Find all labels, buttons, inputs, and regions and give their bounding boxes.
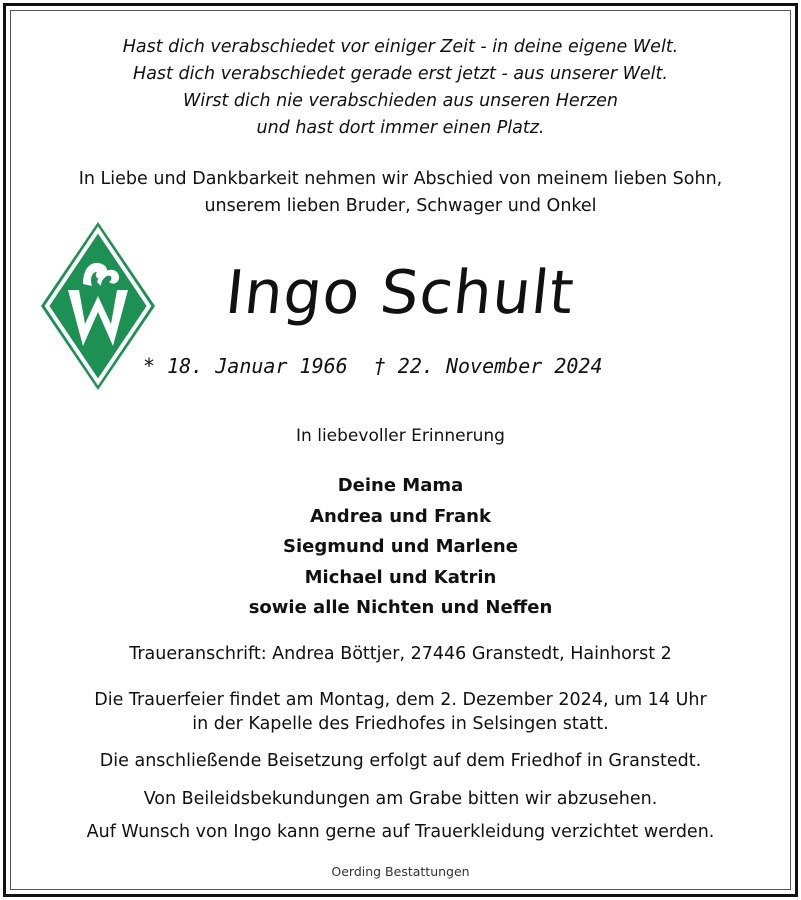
condolences-info: Von Beileidsbekundungen am Grabe bitten wir abzusehen. xyxy=(143,789,658,809)
poem-line: Hast dich verabschiedet vor einiger Zeit - in deine eigene Welt. xyxy=(122,37,679,57)
funeral-line: Die Trauerfeier findet am Montag, dem 2. Dezember 2024, um 14 Uhr xyxy=(94,690,707,710)
mourning-address: Traueranschrift: Andrea Böttjer, 27446 Granstedt, Hainhorst 2 xyxy=(129,644,672,664)
intro-line: unserem lieben Bruder, Schwager und Onkel xyxy=(204,196,597,216)
mourners-list xyxy=(0,471,801,624)
remembrance-label: In liebevoller Erinnerung xyxy=(296,426,505,446)
burial-info: Die anschließende Beisetzung erfolgt auf dem Friedhof in Granstedt. xyxy=(99,751,702,771)
poem-line: Wirst dich nie verabschieden aus unseren Herzen xyxy=(183,91,618,111)
mourner: Deine Mama xyxy=(337,475,464,496)
funeral-service-info xyxy=(0,688,801,736)
death-date: † 22. November 2024 xyxy=(373,354,603,378)
poem-line: Hast dich verabschiedet gerade erst jetzt - aus unserer Welt. xyxy=(133,64,668,84)
mourner: Andrea und Frank xyxy=(310,505,491,527)
funeral-line: in der Kapelle des Friedhofes in Selsingen statt. xyxy=(192,714,609,734)
intro-line: In Liebe und Dankbarkeit nehmen wir Abschied von meinem lieben Sohn, xyxy=(78,169,723,189)
mourner: Siegmund und Marlene xyxy=(283,536,518,557)
life-dates xyxy=(143,354,663,378)
mourner: sowie alle Nichten und Neffen xyxy=(248,597,553,618)
mourner: Michael und Katrin xyxy=(304,566,497,588)
clothing-info: Auf Wunsch von Ingo kann gerne auf Trauerkleidung verzichtet werden. xyxy=(86,822,715,842)
undertaker-credit: Oerding Bestattungen xyxy=(331,864,470,879)
poem xyxy=(0,34,801,142)
intro-text xyxy=(0,166,801,220)
deceased-name: Ingo Schult xyxy=(222,258,578,328)
poem-line: und hast dort immer einen Platz. xyxy=(256,118,545,138)
werder-bremen-diamond-icon xyxy=(39,220,157,392)
birth-date: * 18. Januar 1966 xyxy=(143,354,348,378)
